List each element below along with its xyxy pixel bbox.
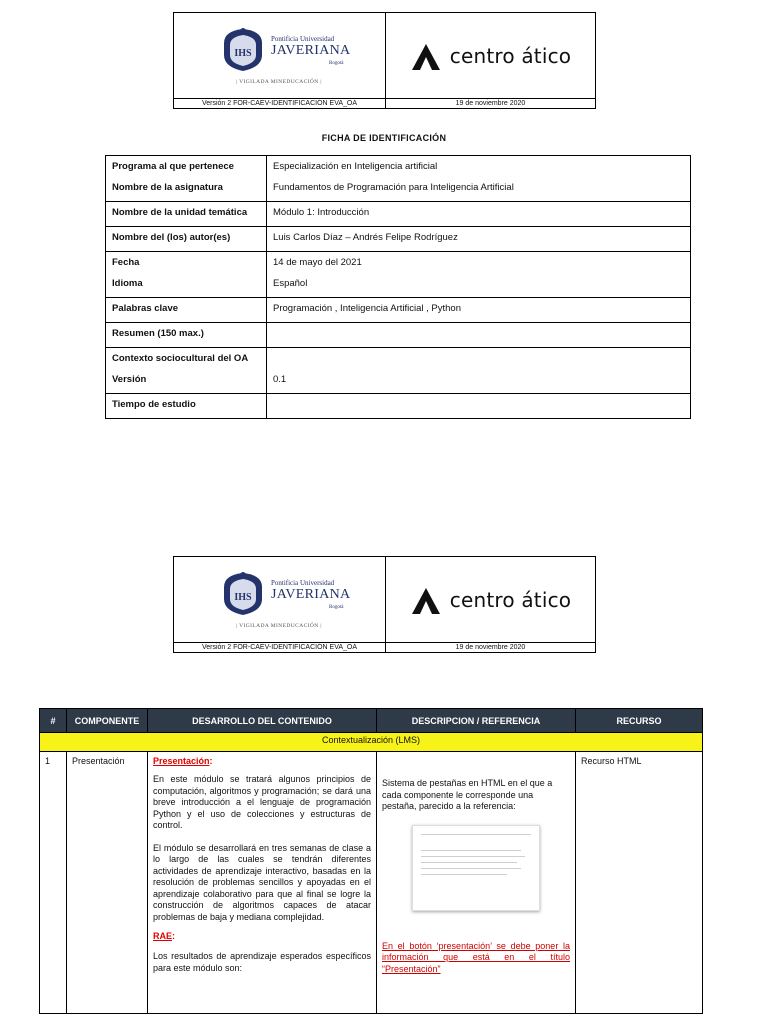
identification-table	[105, 155, 691, 419]
svg-text:IHS: IHS	[234, 48, 252, 59]
ficha-key: Fecha	[112, 257, 140, 268]
content-heading: Presentación	[153, 756, 210, 766]
description-note: En el botón ‘presentación’ se debe poner la información que está en el título “Presentación”	[382, 940, 570, 974]
crest-icon	[220, 25, 266, 73]
date-label: 19 de noviembre 2020	[455, 644, 526, 651]
col-header-content: DESARROLLO DEL CONTENIDO	[148, 709, 377, 733]
ficha-key: Versión	[112, 374, 147, 385]
description-text: Sistema de pestañas en HTML en el que a cada componente le corresponde una pestaña, parecido a la referencia:	[382, 778, 553, 811]
col-header-description: DESCRIPCION / REFERENCIA	[377, 709, 576, 733]
col-header-component: COMPONENTE	[67, 709, 148, 733]
crest-icon	[220, 569, 266, 617]
ficha-value: Fundamentos de Programación para Inteligencia Artificial	[273, 182, 514, 193]
row-component: Presentación	[67, 752, 148, 1014]
ficha-value: Programación , Inteligencia Artificial , Python	[273, 303, 461, 314]
ficha-value: Luis Carlos Díaz – Andrés Felipe Rodríguez	[273, 232, 458, 243]
ficha-key: Nombre del (los) autor(es)	[112, 232, 231, 243]
date-label: 19 de noviembre 2020	[455, 100, 526, 107]
version-label: Versión 2 FOR-CAEV-IDENTIFICACIÓN EVA_OA	[174, 643, 386, 652]
ficha-value: 0.1	[273, 374, 287, 385]
ficha-value: Especialización en Inteligencia artificial	[273, 161, 438, 172]
university-logo: IHS Pontificia Universidad JAVERIANA Bogotá | VIGILADA MINEDUCACIÓN |	[174, 557, 386, 642]
ficha-key: Nombre de la unidad temática	[112, 207, 248, 218]
section-row: Contextualización (LMS)	[40, 733, 703, 752]
chevron-logo-icon	[410, 42, 442, 70]
svg-text:IHS: IHS	[234, 592, 252, 603]
ficha-title: FICHA DE IDENTIFICACIÓN	[321, 133, 447, 143]
row-resource: Recurso HTML	[576, 752, 703, 1014]
brand-logo: centro ático	[386, 557, 595, 642]
col-header-resource: RECURSO	[576, 709, 703, 733]
document-header	[173, 12, 596, 109]
ficha-value	[273, 351, 684, 372]
document-header-repeat	[173, 556, 596, 653]
ficha-key: Resumen (150 max.)	[112, 328, 204, 339]
ficha-value	[273, 397, 684, 418]
row-content: Presentación: En este módulo se tratará algunos principios de computación, algoritmos y programación; se dará una breve introducción a el lenguaje de programación Python y el uso de colecciones y estructuras de control. El módulo se desarrollará en tres semanas de clase a lo largo de las cuales se tendrán diferentes actividades de aprendizaje interactivo, basadas en la resolución de problemas sencillos y apoyadas en el aprendizaje colaborativo para que al final se logre la construcción de algoritmos capaces de atacar problemas de baja y mediana complejidad. RAE: Los resultados de aprendizaje esperados específicos para este módulo son:	[148, 752, 377, 1014]
content-paragraph: En este módulo se tratará algunos principios de computación, algoritmos y programación; se dará una breve introducción a el lenguaje de programación Python y el uso de colecciones y estructuras de control.	[153, 774, 371, 830]
row-description	[377, 752, 576, 1014]
ficha-key: Palabras clave	[112, 303, 179, 314]
rae-heading: RAE	[153, 931, 173, 941]
content-paragraph: El módulo se desarrollará en tres semanas de clase a lo largo de las cuales se tendrán diferentes actividades de aprendizaje interactivo, basadas en la resolución de problemas sencillos y apoyadas en el aprendizaje colaborativo para que al final se logre la construcción de algoritmos capaces de atacar problemas de baja y mediana complejidad.	[153, 842, 371, 922]
ficha-value: Español	[273, 278, 308, 289]
col-header-number: #	[40, 709, 67, 733]
ficha-key: Tiempo de estudio	[112, 399, 196, 410]
version-label: Versión 2 FOR-CAEV-IDENTIFICACIÓN EVA_OA	[174, 99, 386, 108]
row-number: 1	[40, 752, 67, 1014]
university-logo: IHS Pontificia Universidad JAVERIANA Bogotá | VIGILADA MINEDUCACIÓN |	[174, 13, 386, 98]
content-paragraph: Los resultados de aprendizaje esperados específicos para este módulo son:	[153, 951, 371, 973]
ficha-value: 14 de mayo del 2021	[273, 257, 362, 268]
ficha-value: Módulo 1: Introducción	[273, 207, 370, 218]
reference-thumbnail	[412, 825, 540, 911]
ficha-key: Idioma	[112, 278, 143, 289]
chevron-logo-icon	[410, 586, 442, 614]
ficha-key: Programa al que pertenece	[112, 161, 234, 172]
brand-logo: centro ático	[386, 13, 595, 98]
content-table	[39, 708, 703, 1014]
ficha-key: Contexto sociocultural del OA	[112, 353, 249, 364]
ficha-value	[273, 326, 684, 347]
ficha-key: Nombre de la asignatura	[112, 182, 223, 193]
